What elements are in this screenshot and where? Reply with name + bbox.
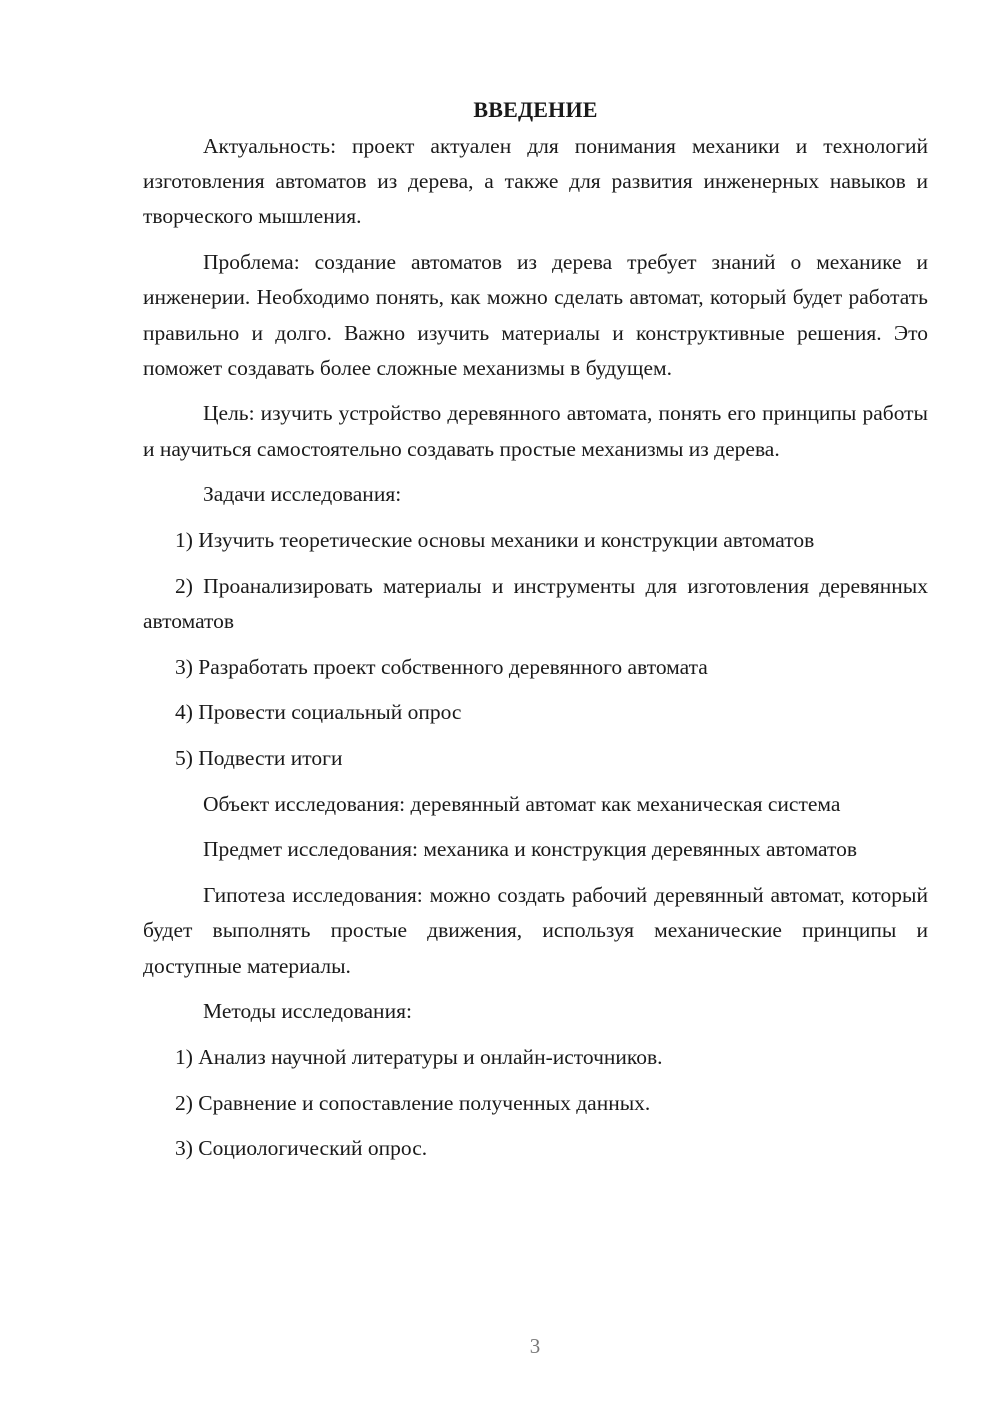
subject-paragraph: Предмет исследования: механика и конструкция деревянных автоматов [203, 837, 858, 862]
section-title: ВВЕДЕНИЕ [473, 97, 598, 122]
problem-paragraph: Проблема: создание автоматов из дерева требует знаний о механике и инженерии. Необходимо понять, как можно сделать автомат, который будет работать правильно и долго. Важно изучить материалы и конструктивные решения. Это поможет создавать более сложные механизмы в будущем. [143, 250, 928, 380]
hypothesis-paragraph: Гипотеза исследования: можно создать рабочий деревянный автомат, который будет выполнять простые движения, используя механические принципы и доступные материалы. [143, 883, 928, 978]
page-number: 3 [529, 1334, 541, 1358]
method-item: 1) Анализ научной литературы и онлайн-источников. [175, 1044, 663, 1069]
task-item: 3) Разработать проект собственного деревянного автомата [175, 654, 708, 679]
task-item: 5) Подвести итоги [175, 746, 343, 771]
task-item: 2) Проанализировать материалы и инструменты для изготовления деревянных автоматов [143, 573, 928, 633]
goal-paragraph: Цель: изучить устройство деревянного автомата, понять его принципы работы и научиться самостоятельно создавать простые механизмы из дерева. [143, 401, 928, 461]
method-item: 3) Социологический опрос. [175, 1136, 428, 1161]
relevance-paragraph: Актуальность: проект актуален для понимания механики и технологий изготовления автоматов из дерева, а также для развития инженерных навыков и творческого мышления. [143, 134, 928, 229]
methods-heading: Методы исследования: [203, 999, 412, 1024]
task-item: 4) Провести социальный опрос [175, 700, 462, 725]
tasks-heading: Задачи исследования: [203, 482, 402, 507]
task-item: 1) Изучить теоретические основы механики и конструкции автоматов [175, 528, 815, 553]
document-page [143, 92, 928, 1177]
object-paragraph: Объект исследования: деревянный автомат как механическая система [203, 791, 841, 816]
method-item: 2) Сравнение и сопоставление полученных данных. [175, 1090, 651, 1115]
